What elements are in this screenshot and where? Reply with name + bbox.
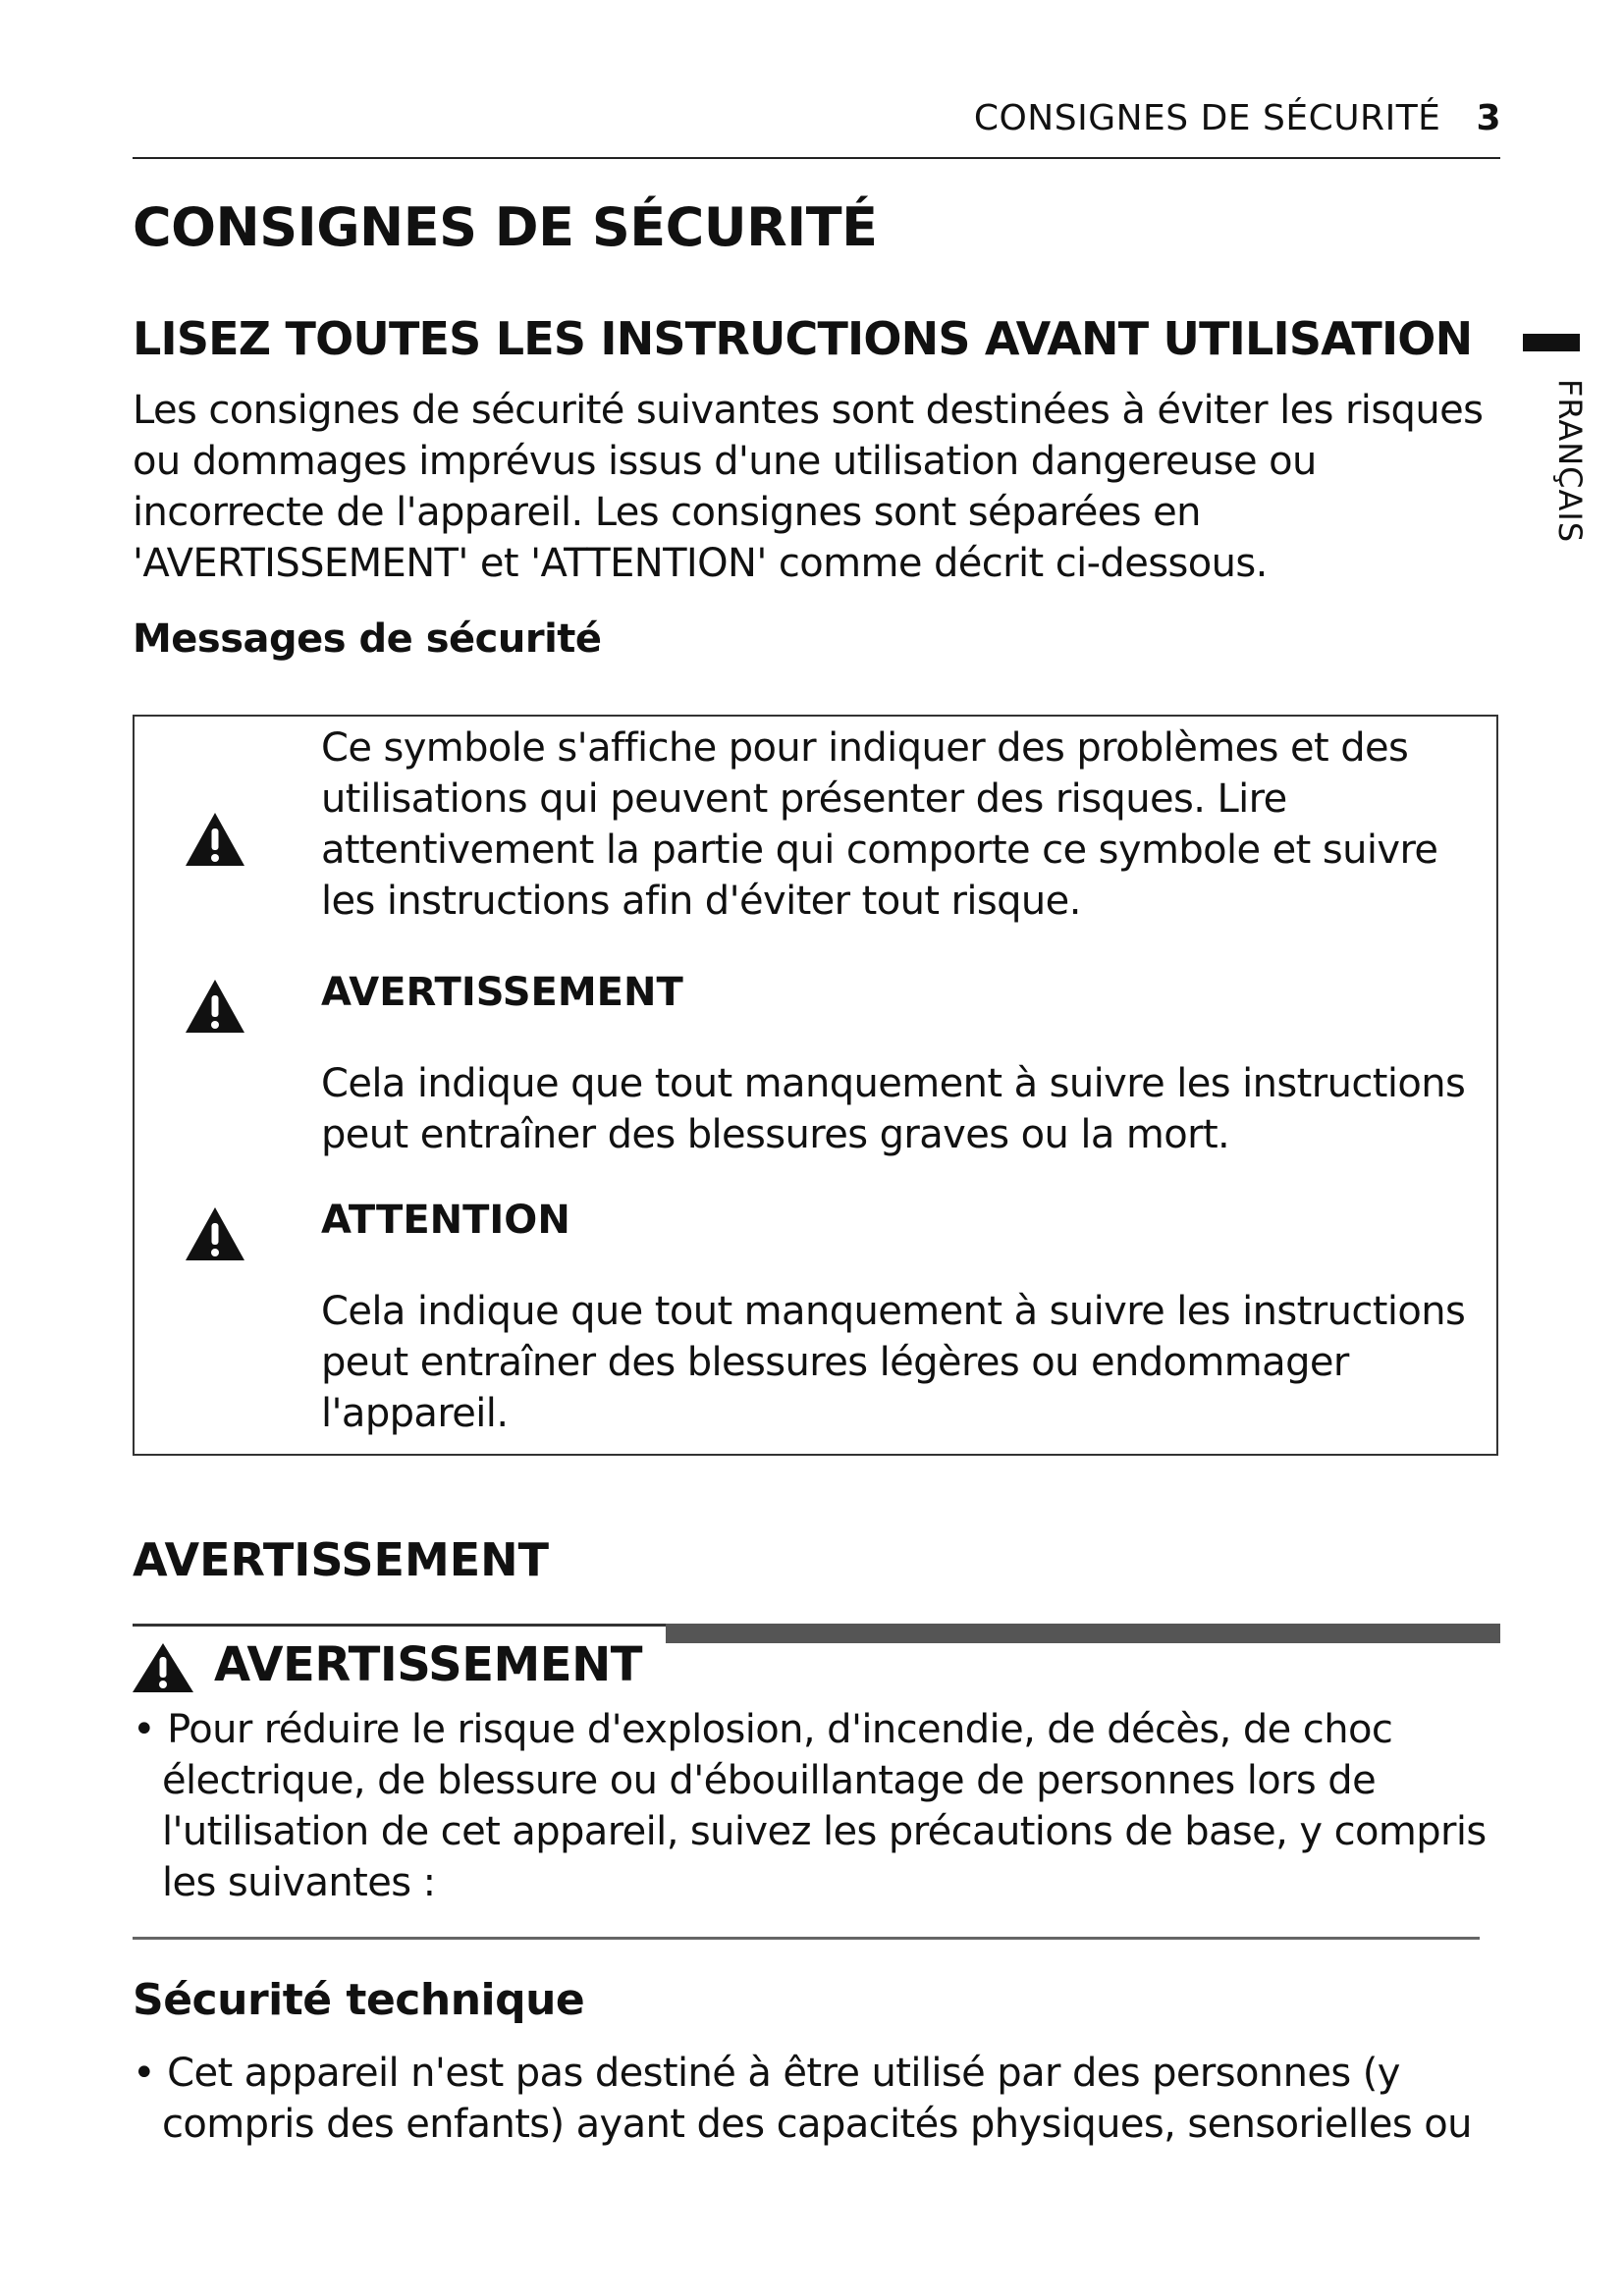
language-tab-label: FRANÇAIS	[1551, 379, 1589, 544]
technical-bullet-line: • Cet appareil n'est pas destiné à être utilisé par des personnes (y	[133, 2051, 1400, 2096]
warning-description-line: peut entraîner des blessures graves ou la mort.	[321, 1112, 1230, 1157]
warning-bullet-line: les suivantes :	[162, 1860, 436, 1905]
warning-box-label: AVERTISSEMENT	[214, 1637, 642, 1692]
caution-label: ATTENTION	[321, 1198, 570, 1243]
intro-line: Les consignes de sécurité suivantes sont destinées à éviter les risques	[133, 388, 1484, 433]
caution-description	[321, 1286, 1465, 1439]
warning-triangle-icon	[184, 811, 246, 868]
running-header	[974, 98, 1501, 138]
symbol-description-line: Ce symbole s'affiche pour indiquer des problèmes et des	[321, 725, 1409, 771]
intro-line: ou dommages imprévus issus d'une utilisation dangereuse ou	[133, 439, 1317, 484]
symbol-description-line: les instructions afin d'éviter tout risque.	[321, 879, 1081, 924]
language-tab-bar	[1523, 334, 1580, 351]
warning-bullet-line: • Pour réduire le risque d'explosion, d'incendie, de décès, de choc	[133, 1707, 1393, 1752]
section-heading-read-instructions: LISEZ TOUTES LES INSTRUCTIONS AVANT UTILISATION	[133, 312, 1473, 365]
technical-safety-heading: Sécurité technique	[133, 1975, 585, 2025]
header-rule	[133, 157, 1500, 159]
technical-bullet	[133, 2048, 1472, 2150]
warning-section-heading: AVERTISSEMENT	[133, 1533, 550, 1586]
warning-description-line: Cela indique que tout manquement à suivre les instructions	[321, 1061, 1466, 1106]
warning-triangle-icon	[131, 1641, 195, 1694]
running-title: CONSIGNES DE SÉCURITÉ	[973, 98, 1441, 138]
warning-description	[321, 1058, 1465, 1160]
warning-triangle-icon	[184, 978, 246, 1035]
symbol-description-line: utilisations qui peuvent présenter des risques. Lire	[321, 776, 1287, 822]
caution-description-line: l'appareil.	[321, 1391, 509, 1436]
caution-triangle-icon	[184, 1205, 246, 1262]
page-title: CONSIGNES DE SÉCURITÉ	[133, 196, 878, 258]
symbol-description-line: attentivement la partie qui comporte ce symbole et suivre	[321, 828, 1438, 873]
warning-bullet	[133, 1704, 1487, 1908]
intro-line: incorrecte de l'appareil. Les consignes sont séparées en	[133, 490, 1201, 535]
warning-bullet-line: électrique, de blessure ou d'ébouillantage de personnes lors de	[162, 1758, 1377, 1803]
intro-line: 'AVERTISSEMENT' et 'ATTENTION' comme décrit ci-dessous.	[133, 541, 1268, 586]
warning-end-rule	[133, 1937, 1480, 1940]
warning-bullet-line: l'utilisation de cet appareil, suivez les précautions de base, y compris	[162, 1809, 1487, 1854]
messages-heading: Messages de sécurité	[133, 616, 602, 662]
caution-description-line: peut entraîner des blessures légères ou endommager	[321, 1340, 1349, 1385]
safety-messages-box	[133, 715, 1498, 1456]
symbol-description	[321, 722, 1437, 927]
technical-bullet-line: compris des enfants) ayant des capacités physiques, sensorielles ou	[162, 2102, 1472, 2147]
warning-rule-thick	[666, 1624, 1500, 1643]
caution-description-line: Cela indique que tout manquement à suivre les instructions	[321, 1289, 1466, 1334]
warning-label: AVERTISSEMENT	[321, 970, 683, 1015]
page-number: 3	[1476, 98, 1501, 138]
warning-rule-thin	[133, 1624, 668, 1627]
intro-paragraph	[133, 385, 1517, 589]
